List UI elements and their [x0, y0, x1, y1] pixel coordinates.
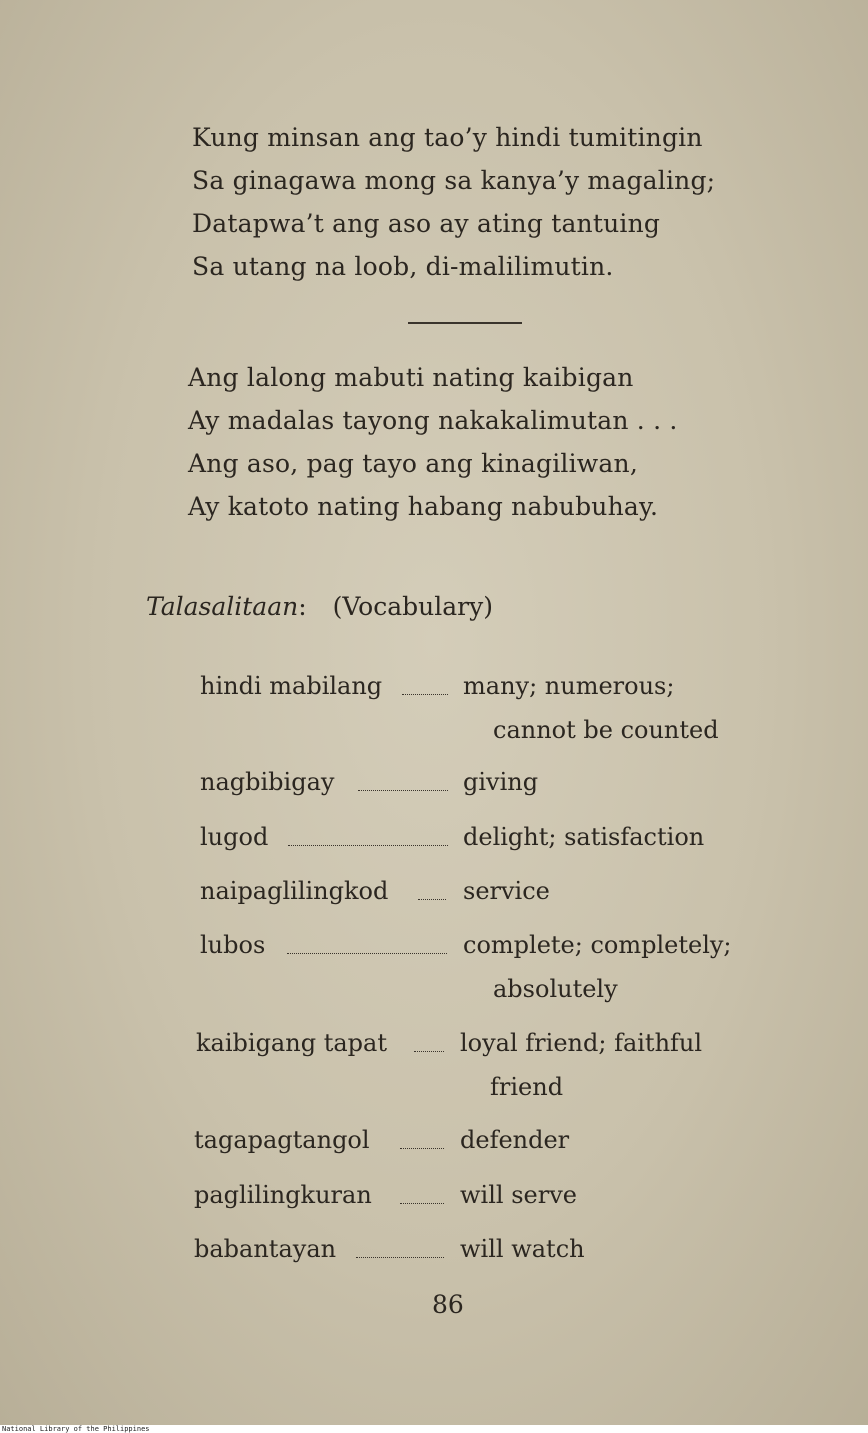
vocabulary-meaning: [460, 1021, 702, 1109]
leader-dots: [418, 899, 446, 900]
meaning-line: service: [463, 877, 550, 905]
vocabulary-meaning: [463, 760, 538, 804]
leader-dots: [400, 1203, 444, 1204]
meaning-line: will watch: [460, 1235, 585, 1263]
meaning-line: giving: [463, 768, 539, 796]
leader-dots: [402, 694, 448, 695]
vocabulary-meaning: [463, 923, 732, 1011]
vocabulary-term: lugod: [200, 823, 269, 851]
poem-line: Ay madalas tayong nakakalimutan . . .: [188, 406, 678, 435]
poem-stanza-1: [192, 116, 715, 288]
poem-line: Ang lalong mabuti nating kaibigan: [188, 363, 634, 392]
leader-dots: [288, 845, 448, 846]
vocabulary-meaning: [460, 1227, 585, 1271]
leader-dots: [414, 1051, 444, 1052]
footer-credit: National Library of the Philippines: [2, 1425, 150, 1433]
page-number: 86: [432, 1290, 464, 1319]
vocabulary-meaning: [463, 869, 550, 913]
poem-line: Ay katoto nating habang nabubuhay.: [188, 492, 659, 521]
vocabulary-meaning: [463, 815, 704, 859]
vocabulary-meaning: [463, 664, 719, 752]
leader-dots: [358, 790, 448, 791]
vocabulary-term: hindi mabilang: [200, 672, 383, 700]
vocabulary-heading-tagalog: Talasalitaan: [146, 592, 299, 621]
leader-dots: [356, 1257, 444, 1258]
poem-stanza-2: [188, 356, 678, 528]
leader-dots: [287, 953, 447, 954]
meaning-line: will serve: [460, 1181, 577, 1209]
meaning-line: friend: [490, 1073, 564, 1101]
leader-dots: [400, 1148, 444, 1149]
vocabulary-term: tagapagtangol: [194, 1126, 370, 1154]
vocabulary-term: paglilingkuran: [194, 1181, 372, 1209]
vocabulary-term: naipaglilingkod: [200, 877, 389, 905]
meaning-line: defender: [460, 1126, 570, 1154]
poem-line: Ang aso, pag tayo ang kinagiliwan,: [188, 449, 638, 478]
poem-line: Kung minsan ang tao’y hindi tumitingin: [192, 123, 703, 152]
vocabulary-meaning: [460, 1118, 569, 1162]
meaning-line: many; numerous;: [463, 672, 675, 700]
vocabulary-heading-colon: :: [298, 592, 307, 621]
meaning-line: complete; completely;: [463, 931, 732, 959]
poem-line: Datapwa’t ang aso ay ating tantuing: [192, 209, 661, 238]
vocabulary-term: babantayan: [194, 1235, 337, 1263]
meaning-line: cannot be counted: [493, 716, 719, 744]
poem-line: Sa ginagawa mong sa kanya’y magaling;: [192, 166, 716, 195]
vocabulary-term: lubos: [200, 931, 266, 959]
vocabulary-meaning: [460, 1173, 577, 1217]
poem-line: Sa utang na loob, di-malilimutin.: [192, 252, 614, 281]
meaning-line: absolutely: [493, 975, 618, 1003]
vocabulary-heading: [146, 592, 493, 621]
vocabulary-term: kaibigang tapat: [196, 1029, 387, 1057]
vocabulary-heading-english: (Vocabulary): [332, 592, 493, 621]
stanza-divider: [408, 322, 522, 324]
meaning-line: delight; satisfaction: [463, 823, 705, 851]
vocabulary-term: nagbibigay: [200, 768, 335, 796]
meaning-line: loyal friend; faithful: [460, 1029, 703, 1057]
